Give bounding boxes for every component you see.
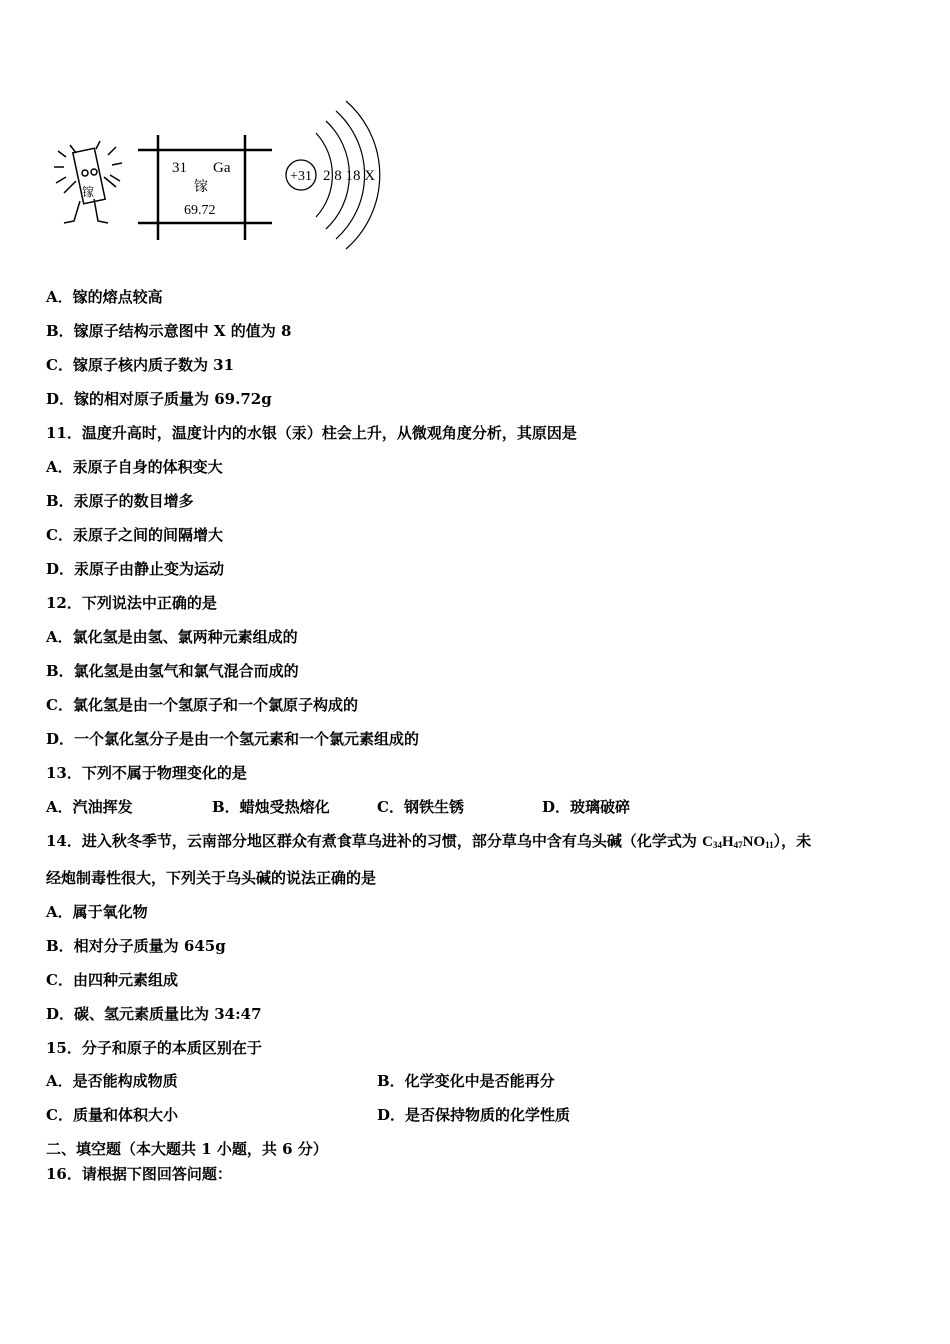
q13-stem: 13．下列不属于物理变化的是 bbox=[46, 764, 247, 782]
q12-option-d: D．一个氯化氢分子是由一个氢元素和一个氯元素组成的 bbox=[46, 730, 420, 748]
q13-options bbox=[46, 797, 746, 817]
mascot-label: 镓 bbox=[81, 185, 95, 199]
aconitine-formula: $C_{34}H_{47}NO_{11}$ bbox=[702, 834, 774, 850]
q15-options-row1 bbox=[46, 1071, 746, 1091]
q14-option-b: B．相对分子质量为 645g bbox=[46, 937, 226, 955]
q12-option-a: A．氯化氢是由氢、氯两种元素组成的 bbox=[46, 628, 298, 646]
q12-stem: 12．下列说法中正确的是 bbox=[46, 594, 217, 612]
q12-option-c: C．氯化氢是由一个氢原子和一个氯原子构成的 bbox=[46, 696, 358, 714]
q10-option-d: D．镓的相对原子质量为 69.72g bbox=[46, 390, 272, 408]
q10-option-c: C．镓原子核内质子数为 31 bbox=[46, 356, 235, 374]
q15-option-a: A．是否能构成物质 bbox=[46, 1072, 178, 1090]
q15-option-b: B．化学变化中是否能再分 bbox=[377, 1072, 555, 1090]
q14-stem-b: ），未 bbox=[773, 832, 812, 850]
section-2-heading: 二、填空题（本大题共 1 小题，共 6 分） bbox=[46, 1140, 328, 1158]
q11-option-b: B．汞原子的数目增多 bbox=[46, 492, 194, 510]
q14-stem-a: 14．进入秋冬季节，云南部分地区群众有煮食草乌进补的习惯，部分草乌中含有乌头碱（化学式为 bbox=[46, 832, 703, 850]
q14-option-c: C．由四种元素组成 bbox=[46, 971, 178, 989]
element-symbol: Ga bbox=[213, 160, 231, 176]
q15-options-row2 bbox=[46, 1105, 746, 1125]
nucleus-charge: +31 bbox=[290, 169, 312, 184]
q10-option-b: B．镓原子结构示意图中 X 的值为 8 bbox=[46, 322, 292, 340]
q14-option-a: A．属于氧化物 bbox=[46, 903, 148, 921]
gallium-figure bbox=[50, 95, 410, 260]
q14-stem-line2: 经炮制毒性很大，下列关于乌头碱的说法正确的是 bbox=[46, 869, 377, 887]
q11-stem: 11．温度升高时，温度计内的水银（汞）柱会上升，从微观角度分析，其原因是 bbox=[46, 424, 577, 442]
q13-option-a: A．汽油挥发 bbox=[46, 798, 133, 816]
q11-option-a: A．汞原子自身的体积变大 bbox=[46, 458, 223, 476]
q15-option-c: C．质量和体积大小 bbox=[46, 1106, 178, 1124]
atomic-mass: 69.72 bbox=[184, 203, 216, 218]
q11-option-c: C．汞原子之间的间隔增大 bbox=[46, 526, 223, 544]
q12-option-b: B．氯化氢是由氢气和氯气混合而成的 bbox=[46, 662, 299, 680]
q16-stem: 16．请根据下图回答问题： bbox=[46, 1165, 232, 1183]
q13-option-d: D．玻璃破碎 bbox=[542, 798, 631, 816]
q15-stem: 15．分子和原子的本质区别在于 bbox=[46, 1039, 262, 1057]
q14-stem-line1 bbox=[46, 831, 811, 855]
gallium-mascot-icon bbox=[54, 141, 122, 223]
atomic-number: 31 bbox=[172, 160, 187, 176]
q13-option-c: C．钢铁生锈 bbox=[377, 798, 464, 816]
q14-option-d: D．碳、氢元素质量比为 34:47 bbox=[46, 1005, 262, 1023]
element-name: 镓 bbox=[194, 179, 208, 195]
q15-option-d: D．是否保持物质的化学性质 bbox=[377, 1106, 571, 1124]
electron-shells: 2 8 18 X bbox=[323, 168, 376, 184]
q10-option-a: A．镓的熔点较高 bbox=[46, 288, 163, 306]
q11-option-d: D．汞原子由静止变为运动 bbox=[46, 560, 225, 578]
q13-option-b: B．蜡烛受热熔化 bbox=[212, 798, 330, 816]
